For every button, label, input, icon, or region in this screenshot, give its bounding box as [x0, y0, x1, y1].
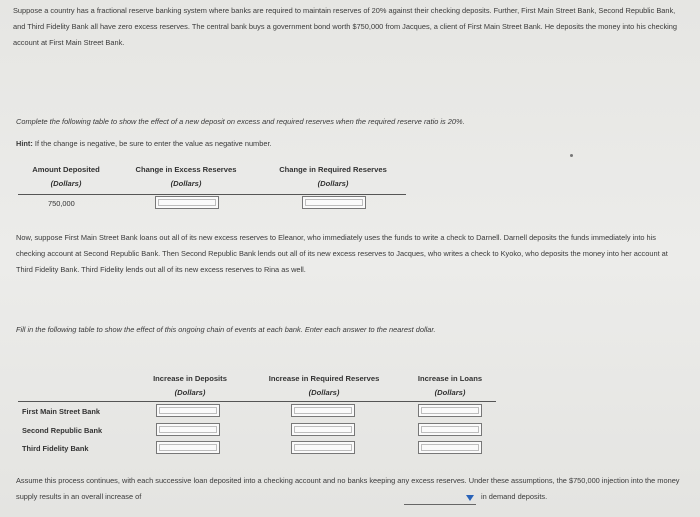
first-main-loans-input-field[interactable]	[421, 407, 479, 414]
final-paragraph: Assume this process continues, with each successive loan deposited into a checking account and no banks keeping any excess reserves. Under these assumptions, the $750,000 injection into the money supply results in an overall increase of	[16, 476, 680, 501]
t2-header-loans	[404, 372, 496, 400]
t1-header-amount-unit: (Dollars)	[50, 179, 82, 188]
second-republic-required-input-field[interactable]	[294, 426, 352, 433]
excess-reserves-input[interactable]	[155, 196, 219, 209]
required-reserves-input-field[interactable]	[305, 199, 363, 206]
cursor-dot	[570, 154, 573, 157]
third-fidelity-loans-input[interactable]	[418, 441, 482, 454]
t1-header-amount-title: Amount Deposited	[32, 165, 100, 174]
second-republic-loans-input-field[interactable]	[421, 426, 479, 433]
row-label-second-republic: Second Republic Bank	[22, 426, 103, 435]
t2-header-deposits-unit: (Dollars)	[174, 388, 206, 397]
required-reserves-input[interactable]	[302, 196, 366, 209]
dropdown-arrow-icon[interactable]	[466, 495, 474, 501]
third-fidelity-loans-input-field[interactable]	[421, 444, 479, 451]
first-main-required-input[interactable]	[291, 404, 355, 417]
t2-header-required-unit: (Dollars)	[308, 388, 340, 397]
t1-header-required-title: Change in Required Reserves	[279, 165, 387, 174]
overall-increase-dropdown[interactable]	[404, 493, 476, 505]
intro-paragraph: Suppose a country has a fractional reserve banking system where banks are required to maintain reserves of 20% against their checking deposits. Further, First Main Street Bank, Second Republic Bank, and Third Fidelity Bank all have zero excess reserves. The central bank buys a government bond worth $750,000 from Jacques, a client of First Main Street Bank. He deposits the money into his checking account at First Main Street Bank.	[13, 6, 677, 47]
t2-header-required-title: Increase in Required Reserves	[268, 374, 380, 383]
table2-instruction: Fill in the following table to show the effect of this ongoing chain of events at each bank. Enter each answer to the nearest dollar.	[16, 325, 436, 334]
t1-header-amount	[18, 163, 114, 191]
hint-label: Hint:	[16, 139, 33, 148]
second-republic-deposits-input-field[interactable]	[159, 426, 217, 433]
t2-header-deposits	[138, 372, 242, 400]
t2-header-required	[248, 372, 400, 400]
t1-header-rule	[18, 194, 406, 195]
first-main-required-input-field[interactable]	[294, 407, 352, 414]
first-main-deposits-input-field[interactable]	[159, 407, 217, 414]
t1-header-excess-unit: (Dollars)	[170, 179, 202, 188]
table1-instruction: Complete the following table to show the effect of a new deposit on excess and required reserves when the required reserve ratio is 20%.	[16, 117, 465, 126]
t1-header-excess-title: Change in Excess Reserves	[135, 165, 237, 174]
second-republic-loans-input[interactable]	[418, 423, 482, 436]
final-suffix: in demand deposits.	[481, 492, 548, 501]
t1-header-required-unit: (Dollars)	[317, 179, 349, 188]
t1-header-required	[260, 163, 406, 191]
t2-header-deposits-title: Increase in Deposits	[153, 374, 227, 383]
second-republic-deposits-input[interactable]	[156, 423, 220, 436]
excess-reserves-input-field[interactable]	[158, 199, 216, 206]
t2-header-rule	[18, 401, 496, 402]
first-main-loans-input[interactable]	[418, 404, 482, 417]
third-fidelity-deposits-input[interactable]	[156, 441, 220, 454]
third-fidelity-required-input-field[interactable]	[294, 444, 352, 451]
chain-paragraph: Now, suppose First Main Street Bank loans out all of its new excess reserves to Eleanor, who immediately uses the funds to write a check to Darnell. Darnell deposits the funds immediately into his checking account at Second Republic Bank. Then Second Republic Bank lends out all of its new excess reserves to Jacques, who writes a check to Kyoko, who deposits the money into her account at Third Fidelity Bank. Third Fidelity lends out all of its new excess reserves to Rina as well.	[16, 233, 668, 274]
hint-line	[16, 136, 272, 152]
t2-header-loans-unit: (Dollars)	[434, 388, 466, 397]
t1-header-excess	[118, 163, 254, 191]
t2-header-loans-title: Increase in Loans	[417, 374, 483, 383]
third-fidelity-deposits-input-field[interactable]	[159, 444, 217, 451]
row-label-first-main-street: First Main Street Bank	[22, 407, 101, 416]
second-republic-required-input[interactable]	[291, 423, 355, 436]
first-main-deposits-input[interactable]	[156, 404, 220, 417]
hint-text: If the change is negative, be sure to enter the value as negative number.	[34, 139, 272, 148]
t1-amount-deposited: 750,000	[48, 199, 75, 208]
row-label-third-fidelity: Third Fidelity Bank	[22, 444, 89, 453]
third-fidelity-required-input[interactable]	[291, 441, 355, 454]
